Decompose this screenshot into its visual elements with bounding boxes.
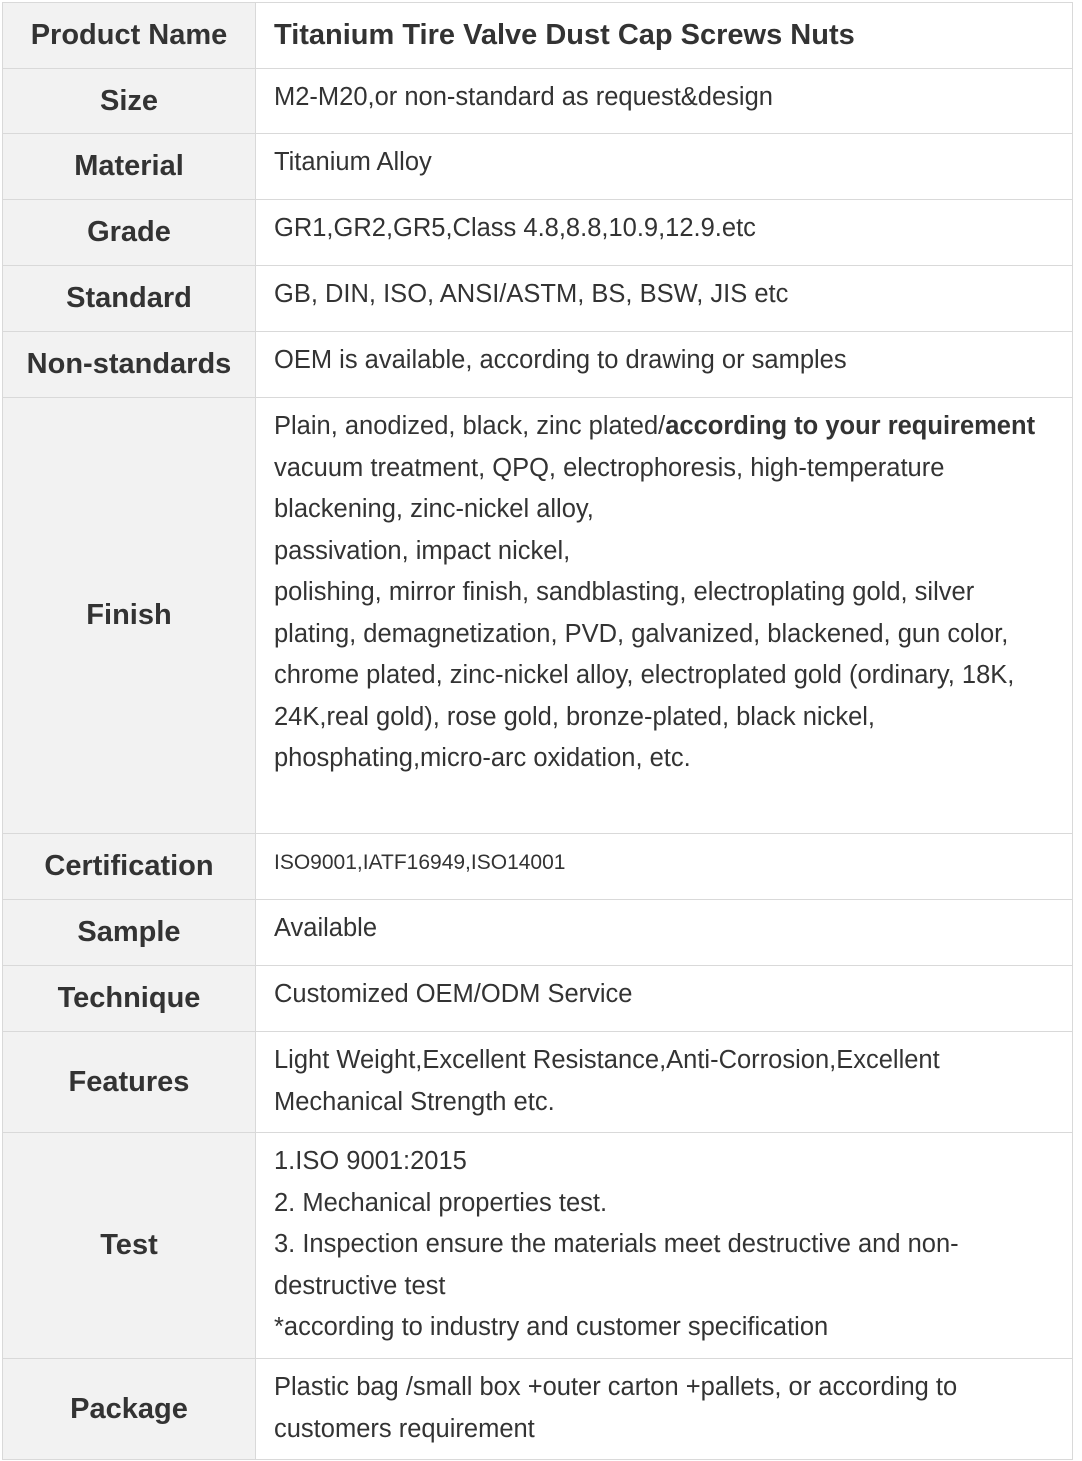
finish-line: vacuum treatment, QPQ, electrophoresis, high-temperature blackening, zinc-nickel alloy,: [274, 453, 945, 523]
test-line: 3. Inspection ensure the materials meet destructive and non-destructive test: [274, 1230, 959, 1300]
finish-intro-bold: according to your requirement: [665, 412, 1036, 440]
test-line: 1.ISO 9001:2015: [274, 1147, 467, 1175]
row-value: GB, DIN, ISO, ANSI/ASTM, BS, BSW, JIS etc: [256, 266, 1073, 332]
finish-line: polishing, mirror finish, sandblasting, electroplating gold, silver plating, demagnetization, PVD, galvanized, blackened, gun color, chrome plated, zinc-nickel alloy, electroplated gold (ordinary, 18K, 24K,real gold), rose gold, bronze-plated, black nickel, phosphating,micro-arc oxidation, etc.: [274, 578, 1015, 772]
finish-line: passivation, impact nickel,: [274, 536, 571, 565]
row-value: Available: [256, 900, 1073, 966]
row-value: ISO9001,IATF16949,ISO14001: [256, 834, 1073, 900]
row-value: GR1,GR2,GR5,Class 4.8,8.8,10.9,12.9.etc: [256, 200, 1073, 266]
row-label: Test: [3, 1133, 256, 1359]
test-value: [256, 1133, 1073, 1359]
row-label: Sample: [3, 900, 256, 966]
row-label: Technique: [3, 966, 256, 1032]
test-line: *according to industry and customer specification: [274, 1313, 829, 1341]
table-row: [3, 200, 1073, 266]
row-value: OEM is available, according to drawing or samples: [256, 332, 1073, 398]
table-row: [3, 1133, 1073, 1359]
table-row: [3, 1359, 1073, 1460]
table-row: [3, 332, 1073, 398]
row-label: Size: [3, 69, 256, 134]
test-line: 2. Mechanical properties test.: [274, 1188, 608, 1217]
row-value: Light Weight,Excellent Resistance,Anti-Corrosion,Excellent Mechanical Strength etc.: [256, 1032, 1073, 1133]
finish-value: [256, 398, 1073, 834]
row-label: Standard: [3, 266, 256, 332]
row-label: Non-standards: [3, 332, 256, 398]
table-row: [3, 900, 1073, 966]
table-row: [3, 3, 1073, 69]
row-value: M2-M20,or non-standard as request&design: [256, 69, 1073, 134]
table-row: [3, 69, 1073, 134]
table-row: [3, 966, 1073, 1032]
product-spec-table: [2, 2, 1073, 1460]
table-row: [3, 266, 1073, 332]
finish-intro: Plain, anodized, black, zinc plated/according to your requirement: [274, 412, 1036, 440]
row-label: Features: [3, 1032, 256, 1133]
table-row: [3, 134, 1073, 200]
row-label: Finish: [3, 398, 256, 834]
table-row: [3, 398, 1073, 834]
row-value: Titanium Alloy: [256, 134, 1073, 200]
table-row: [3, 834, 1073, 900]
row-value: Customized OEM/ODM Service: [256, 966, 1073, 1032]
product-name-value: Titanium Tire Valve Dust Cap Screws Nuts: [256, 3, 1073, 69]
row-label: Grade: [3, 200, 256, 266]
row-value: Plastic bag /small box +outer carton +pallets, or according to customers requirement: [256, 1359, 1073, 1460]
row-label: Material: [3, 134, 256, 200]
table-row: [3, 1032, 1073, 1133]
row-label: Certification: [3, 834, 256, 900]
row-label: Package: [3, 1359, 256, 1460]
row-label: Product Name: [3, 3, 256, 69]
